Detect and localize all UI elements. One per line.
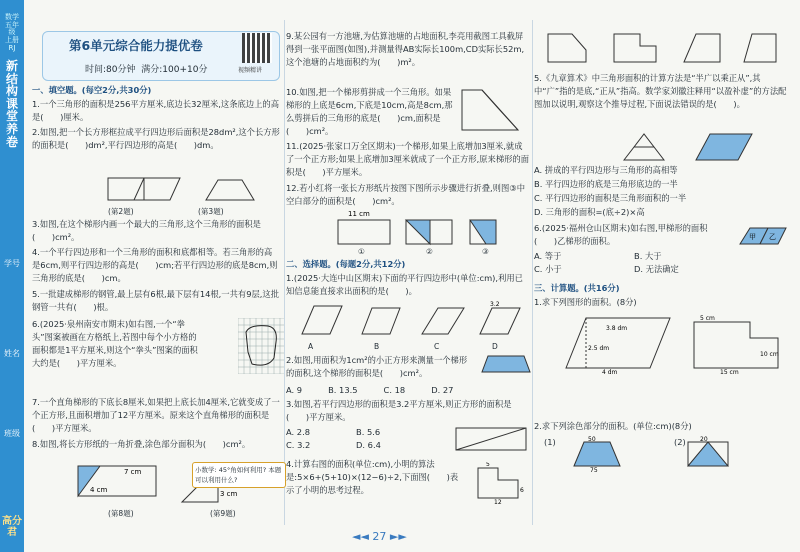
option-label: A: [308, 342, 314, 351]
option-d[interactable]: D. 27: [431, 385, 454, 395]
fig-17: [614, 126, 774, 166]
fig20-label-20: 20: [700, 436, 708, 443]
label-yi: 乙: [769, 233, 776, 241]
fig-15: [454, 424, 528, 454]
fig-8: [70, 462, 162, 502]
step-3-label: ③: [482, 247, 489, 256]
brand-label: 新结构课堂养卷: [5, 59, 18, 149]
page-number-value: 27: [372, 530, 387, 543]
fig13-label-32: 3.2: [490, 301, 500, 308]
caption-fig8: (第8题): [108, 509, 134, 518]
question-16: 4.计算右图的面积(单位:cm),小明的算法是:5×6+(5+10)×(12−6)÷2,下面图( )表示了小明的思考过程。: [286, 459, 459, 495]
option-d[interactable]: D. 6.4: [356, 440, 381, 450]
qr-code-icon[interactable]: [242, 33, 272, 63]
fig-top-right: [544, 28, 784, 68]
step-1-label: ①: [358, 247, 365, 256]
question-6: 6.(2025·泉州南安市期末)如右图,一个“拳头”图案被画在方格纸上,若图中每个小方格的面积都是1平方厘米,则这个“拳头”图案的面积大约是( )平方厘米。: [32, 319, 198, 368]
question-10: 10.如图,把一个梯形剪拼成一个三角形。如果梯形的上底是6cm,下底是10cm,高是8cm,那么剪拼后的三角形的底是( )cm,面积是( )cm²。: [286, 87, 453, 136]
time-limit: 时间:80分钟: [85, 65, 136, 75]
fig-18: [738, 224, 790, 248]
fig19-label-38: 3.8 dm: [606, 325, 628, 332]
question-19: 1.求下列图形的面积。(8分): [534, 297, 637, 307]
label-jia: 甲: [749, 233, 756, 241]
option-c[interactable]: C. 小于: [534, 264, 562, 274]
grade-label: 数学五年级 上册 RJ: [5, 13, 19, 52]
fig20-label-50: 50: [588, 436, 596, 443]
step-2-label: ②: [426, 247, 433, 256]
option-b[interactable]: B. 5.6: [356, 427, 381, 437]
fig12-label: 11 cm: [348, 210, 370, 218]
fist-grid-figure: [238, 318, 284, 374]
question-17: 5.《九章算术》中三角形面积的计算方法是“半广以乘正从”,其中“广”指的是底,“正从”指高。数学家刘徽注释用“以盈补虚”的方法配图加以说明,观察这个推导过程,下面说法错误的是( )。: [534, 73, 787, 109]
question-20: 2.求下列涂色部分的面积。(单位:cm)(8分): [534, 421, 692, 431]
question-2: 2.如图,把一个长方形框拉成平行四边形后面积是28dm²,这个长方形的面积是( )dm²,平行四边形的高是( )dm。: [32, 127, 280, 150]
question-4: 4.一个平行四边形和一个三角形的面积和底都相等。若三角形的高是6cm,则平行四边形的高是( )cm;若平行四边形的底是8cm,则三角形的底是( )cm。: [32, 247, 278, 283]
side-banner: [0, 0, 24, 552]
question-15: 3.如图,若平行四边形的面积是3.2平方厘米,则正方形的面积是( )平方厘米。: [286, 399, 512, 422]
hint-bubble: 小数学: 45°角如何利用? 本题可以利用什么?: [192, 462, 286, 488]
section-heading: 一、填空题。(每空2分,共30分): [32, 85, 152, 95]
question-13: 1.(2025·大连中山区期末)下面的平行四边形中(单位:cm),利用已知信息能直接求出面积的是( )。: [286, 273, 523, 296]
option-c[interactable]: C. 3.2: [286, 440, 311, 450]
caption-fig3: (第3题): [198, 207, 224, 216]
option-a[interactable]: A. 9: [286, 385, 303, 395]
option-label: D: [492, 342, 498, 351]
question-11: 11.(2025·张家口万全区期末)一个梯形,如果上底增加3厘米,就成了一个正方形;如果上底增加3厘米就成了一个正方形,原来梯形的面积是( )平方厘米。: [286, 141, 530, 177]
fig-16: [472, 462, 530, 504]
column-divider: [284, 20, 285, 525]
option-label: C: [434, 342, 440, 351]
fig16-label-6: 6: [520, 487, 524, 494]
page-title: 第6单元综合能力提优卷: [69, 38, 203, 53]
fig-10: [458, 86, 528, 134]
option-c[interactable]: C. 18: [383, 385, 406, 395]
fig16-label-12: 12: [494, 499, 502, 504]
fig8-label-4cm: 4 cm: [90, 486, 108, 494]
student-name-label: 姓名: [4, 349, 20, 358]
option-b[interactable]: B. 平行四边形的底是三角形底边的一半: [534, 179, 678, 189]
options-14: [286, 384, 530, 397]
question-7: 7.一个直角梯形的下底长8厘米,如果把上底长加4厘米,它就变成了一个正方形,且面积增加了12平方厘米。原来这个直角梯形的面积是( )平方厘米。: [32, 397, 280, 433]
student-id-label: 学号: [4, 259, 20, 268]
option-d[interactable]: D. 无法确定: [634, 264, 679, 274]
option-d[interactable]: D. 三角形的面积=(底÷2)×高: [534, 207, 645, 217]
fig16-label-5: 5: [486, 462, 490, 468]
qr-label: 视频精讲: [238, 67, 263, 74]
logo: 高分君: [2, 516, 22, 538]
options-15: [286, 426, 426, 452]
part-2-label: (2): [674, 437, 686, 447]
fig19-label-4dm: 4 dm: [602, 369, 618, 376]
fig-20: [560, 436, 790, 472]
question-8: 8.如图,将长方形纸的一角折叠,涂色部分面积为( )cm²。: [32, 439, 251, 449]
fig19-label-10cm: 10 cm: [760, 351, 779, 358]
column-divider: [532, 20, 533, 525]
part-1-label: (1): [544, 437, 556, 447]
options-18: [534, 250, 734, 276]
caption-fig9: (第9题): [210, 509, 236, 518]
option-b[interactable]: B. 大于: [634, 251, 662, 261]
option-a[interactable]: A. 拼成的平行四边形与三角形的高相等: [534, 165, 678, 175]
fig-19: [550, 310, 790, 376]
option-b[interactable]: B. 13.5: [328, 385, 358, 395]
question-18: 6.(2025·福州仓山区期末)如右图,甲梯形的面积( )乙梯形的面积。: [534, 223, 708, 246]
question-12: 12.若小红将一张长方形纸片按图下图所示步骤进行折叠,则图③中空白部分的面积是( )cm²。: [286, 183, 525, 206]
option-a[interactable]: A. 2.8: [286, 427, 310, 437]
page-number: ◄◄ 27 ►►: [352, 530, 407, 543]
fig19-label-5cm: 5 cm: [700, 315, 715, 322]
fig19-label-15: 15 cm: [720, 369, 739, 376]
fig20-label-75: 75: [590, 467, 598, 472]
question-5: 5.一批建成梯形的钢管,最上层有6根,最下层有14根,一共有9层,这批钢管一共有( )根。: [32, 289, 280, 312]
section-heading: 二、选择题。(每题2分,共12分): [286, 259, 406, 269]
option-c[interactable]: C. 平行四边形的面积是三角形面积的一半: [534, 193, 687, 203]
fig-14: [480, 352, 532, 376]
option-a[interactable]: A. 等于: [534, 251, 562, 261]
fig-13: [292, 300, 528, 340]
full-score: 满分:100+10分: [141, 65, 208, 75]
fig8-label-7cm: 7 cm: [124, 468, 142, 476]
question-14: 2.如图,用面积为1cm²的小正方形来测量一个梯形的面积,这个梯形的面积是( )cm²。: [286, 355, 468, 378]
question-3: 3.如图,在这个梯形内画一个最大的三角形,这个三角形的面积是( )cm²。: [32, 219, 261, 242]
question-1: 1.一个三角形的面积是256平方厘米,底边长32厘米,这条底边上的高是( )厘米。: [32, 99, 280, 122]
exam-meta: [85, 62, 207, 75]
fig9-label-3cm: 3 cm: [220, 490, 238, 498]
section-heading: 三、计算题。(共16分): [534, 283, 620, 293]
option-label: B: [374, 342, 380, 351]
question-9: 9.某公园有一方池塘,为估算池塘的占地面积,李亮用截图工具截屏得到一张平面图(如图),并测量得AB实际长100m,CD实际长52m,这个池塘的占地面积约为( )m²。: [286, 31, 525, 67]
class-label: 班级: [4, 429, 20, 438]
fig19-label-25: 2.5 dm: [588, 345, 610, 352]
caption-fig2: (第2题): [108, 207, 134, 216]
